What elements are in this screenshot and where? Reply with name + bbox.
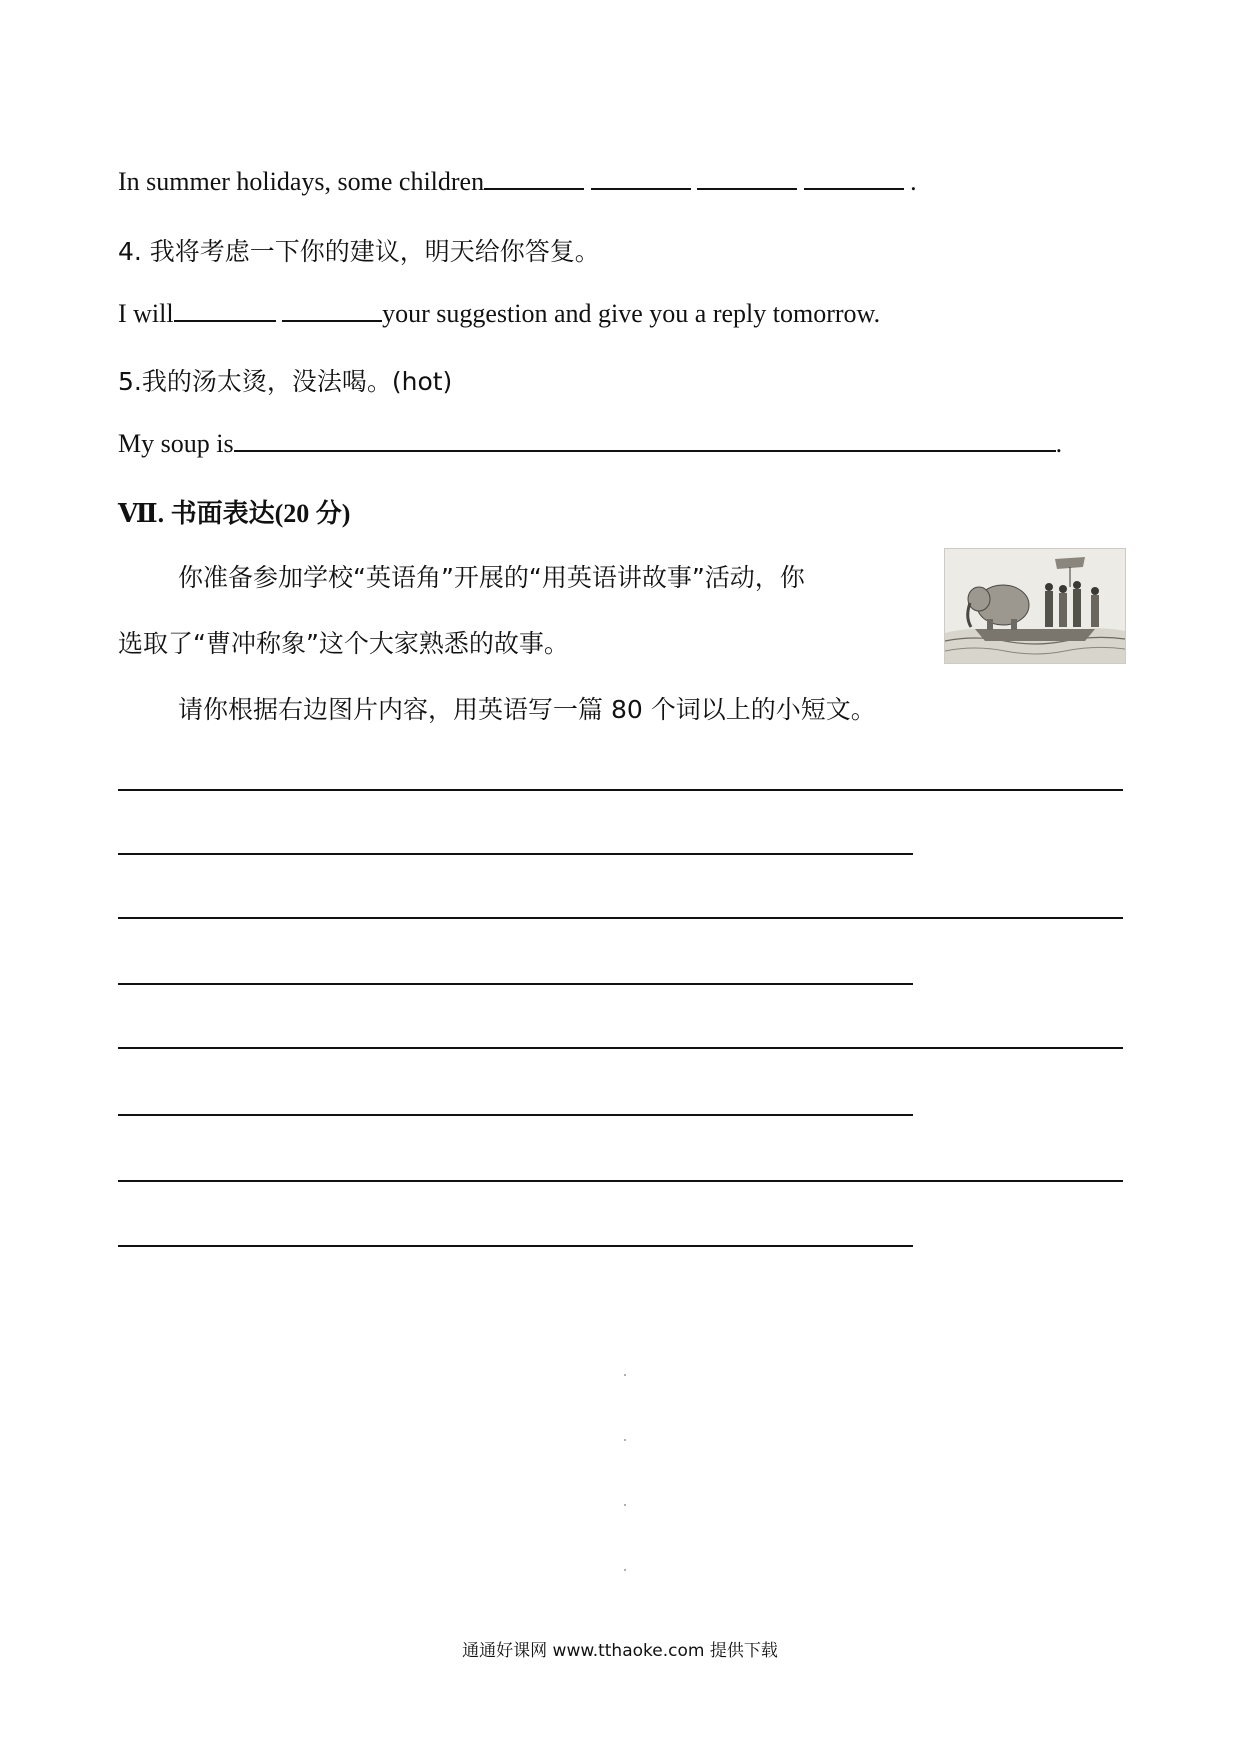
q5-prefix: My soup is bbox=[118, 429, 234, 458]
writing-line[interactable] bbox=[118, 917, 1123, 919]
prompt-para1-line1: 你准备参加学校“英语角”开展的“用英语讲故事”活动，你 bbox=[178, 563, 805, 592]
q4-prefix: I will bbox=[118, 299, 174, 328]
q5-answer-line bbox=[118, 428, 1062, 459]
q3-blank-1[interactable] bbox=[484, 166, 584, 190]
prompt-para1-line2: 选取了“曹冲称象”这个大家熟悉的故事。 bbox=[118, 629, 569, 658]
decorative-dot bbox=[624, 1569, 626, 1571]
q3-end: . bbox=[910, 167, 917, 196]
writing-line[interactable] bbox=[118, 983, 913, 985]
q3-blank-3[interactable] bbox=[697, 166, 797, 190]
writing-line[interactable] bbox=[118, 853, 913, 855]
picture-svg bbox=[945, 549, 1125, 663]
section-title: Ⅶ. 书面表达(20 分) bbox=[118, 499, 351, 528]
writing-line[interactable] bbox=[118, 1245, 913, 1247]
writing-line[interactable] bbox=[118, 1047, 1123, 1049]
q4-chinese: 4. 我将考虑一下你的建议，明天给你答复。 bbox=[118, 237, 600, 266]
q3-blank-4[interactable] bbox=[804, 166, 904, 190]
q4-blank-1[interactable] bbox=[174, 298, 276, 322]
q3-answer-line bbox=[118, 166, 917, 197]
decorative-dot bbox=[624, 1504, 626, 1506]
q4-suffix: your suggestion and give you a reply tomorrow. bbox=[382, 299, 881, 328]
decorative-dot bbox=[624, 1374, 626, 1376]
writing-line[interactable] bbox=[118, 1114, 913, 1116]
prompt-para2: 请你根据右边图片内容，用英语写一篇 80 个词以上的小短文。 bbox=[178, 695, 876, 724]
writing-line[interactable] bbox=[118, 789, 1123, 791]
q4-answer-line bbox=[118, 298, 880, 329]
q5-blank[interactable] bbox=[234, 428, 1056, 452]
footer-credit: 通通好课网 www.tthaoke.com 提供下载 bbox=[462, 1641, 778, 1661]
writing-line[interactable] bbox=[118, 1180, 1123, 1182]
q3-prefix: In summer holidays, some children bbox=[118, 167, 485, 196]
q5-chinese: 5.我的汤太烫，没法喝。(hot) bbox=[118, 367, 453, 396]
q4-blank-2[interactable] bbox=[282, 298, 382, 322]
decorative-dot bbox=[624, 1439, 626, 1441]
q3-blank-2[interactable] bbox=[591, 166, 691, 190]
q5-end: . bbox=[1055, 429, 1063, 458]
cao-chong-illustration-icon bbox=[944, 548, 1126, 664]
